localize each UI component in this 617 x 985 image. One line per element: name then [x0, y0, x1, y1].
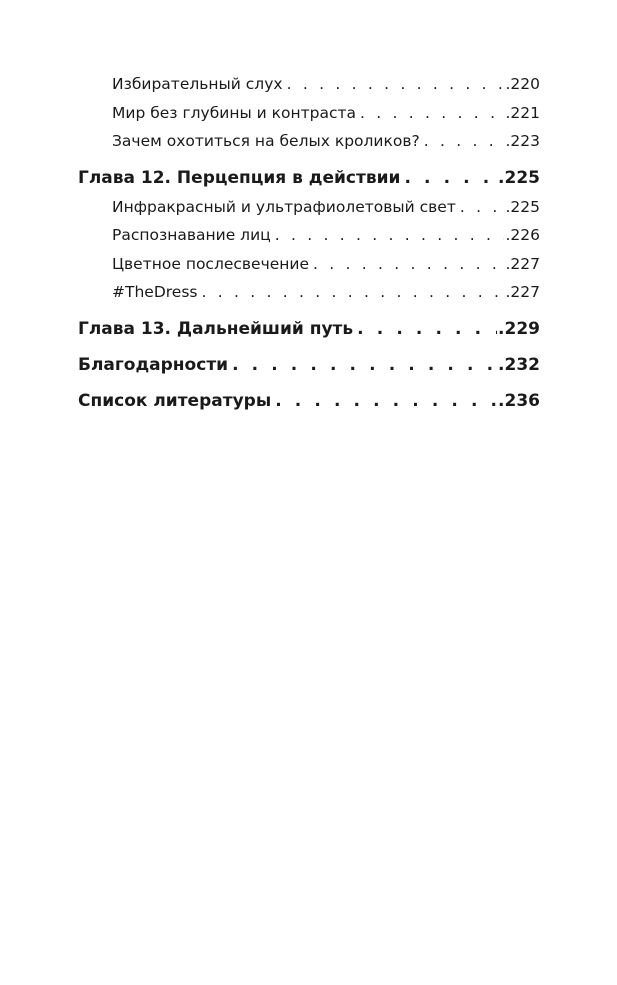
toc-entry-title: Распознавание лиц: [112, 226, 271, 244]
toc-entry-page: .221: [505, 103, 540, 122]
toc-entry-title: Мир без глубины и контраста: [112, 103, 357, 122]
toc-entry-selective-hearing[interactable]: [78, 70, 540, 99]
toc-entry-page: .226: [505, 226, 540, 244]
toc-chapter-title: Благодарности: [78, 354, 229, 375]
toc-chapter-12[interactable]: [78, 163, 540, 193]
dot-leader: [356, 99, 504, 128]
toc-entry-page: .225: [505, 197, 540, 216]
dot-leader: [353, 314, 497, 344]
dot-leader: [420, 127, 505, 156]
toc-chapter-page: .236: [498, 390, 540, 411]
toc-entry-color-afterimage[interactable]: [78, 250, 540, 279]
dot-leader: [456, 193, 505, 222]
dot-leader: [309, 250, 504, 279]
toc-entry-title: Зачем охотиться на белых кроликов?: [112, 132, 420, 150]
toc-acknowledgements[interactable]: [78, 350, 540, 380]
toc-chapter-title: Глава 13. Дальнейший путь: [78, 318, 354, 339]
dot-leader: [197, 278, 504, 307]
dot-leader: [271, 221, 505, 250]
toc-chapter-page: .225: [498, 167, 540, 188]
toc-chapter-title: Глава 12. Перцепция в действии: [78, 167, 401, 188]
toc-entry-title: Инфракрасный и ультрафиолетовый свет: [112, 197, 456, 216]
table-of-contents: [78, 70, 540, 416]
toc-entry-page: .227: [505, 283, 540, 301]
toc-chapter-page: .229: [498, 318, 540, 339]
toc-entry-title: Цветное послесвечение: [112, 254, 310, 273]
toc-chapter-title: Список литературы: [78, 390, 272, 411]
toc-entry-infrared-ultraviolet[interactable]: [78, 193, 540, 222]
toc-entry-page: .223: [505, 132, 540, 150]
toc-bibliography[interactable]: [78, 386, 540, 416]
toc-entry-title: Избирательный слух: [112, 75, 283, 93]
toc-entry-world-without-depth[interactable]: [78, 99, 540, 128]
toc-entry-the-dress[interactable]: [78, 278, 540, 307]
dot-leader: [283, 70, 505, 99]
toc-entry-page: .220: [505, 75, 540, 93]
dot-leader: [271, 386, 497, 416]
toc-entry-white-rabbits[interactable]: [78, 127, 540, 156]
dot-leader: [228, 350, 497, 380]
toc-chapter-page: .232: [498, 354, 540, 375]
dot-leader: [400, 163, 497, 193]
toc-chapter-13[interactable]: [78, 314, 540, 344]
toc-entry-title: #TheDress: [112, 283, 198, 301]
toc-entry-face-recognition[interactable]: [78, 221, 540, 250]
toc-entry-page: .227: [505, 254, 540, 273]
